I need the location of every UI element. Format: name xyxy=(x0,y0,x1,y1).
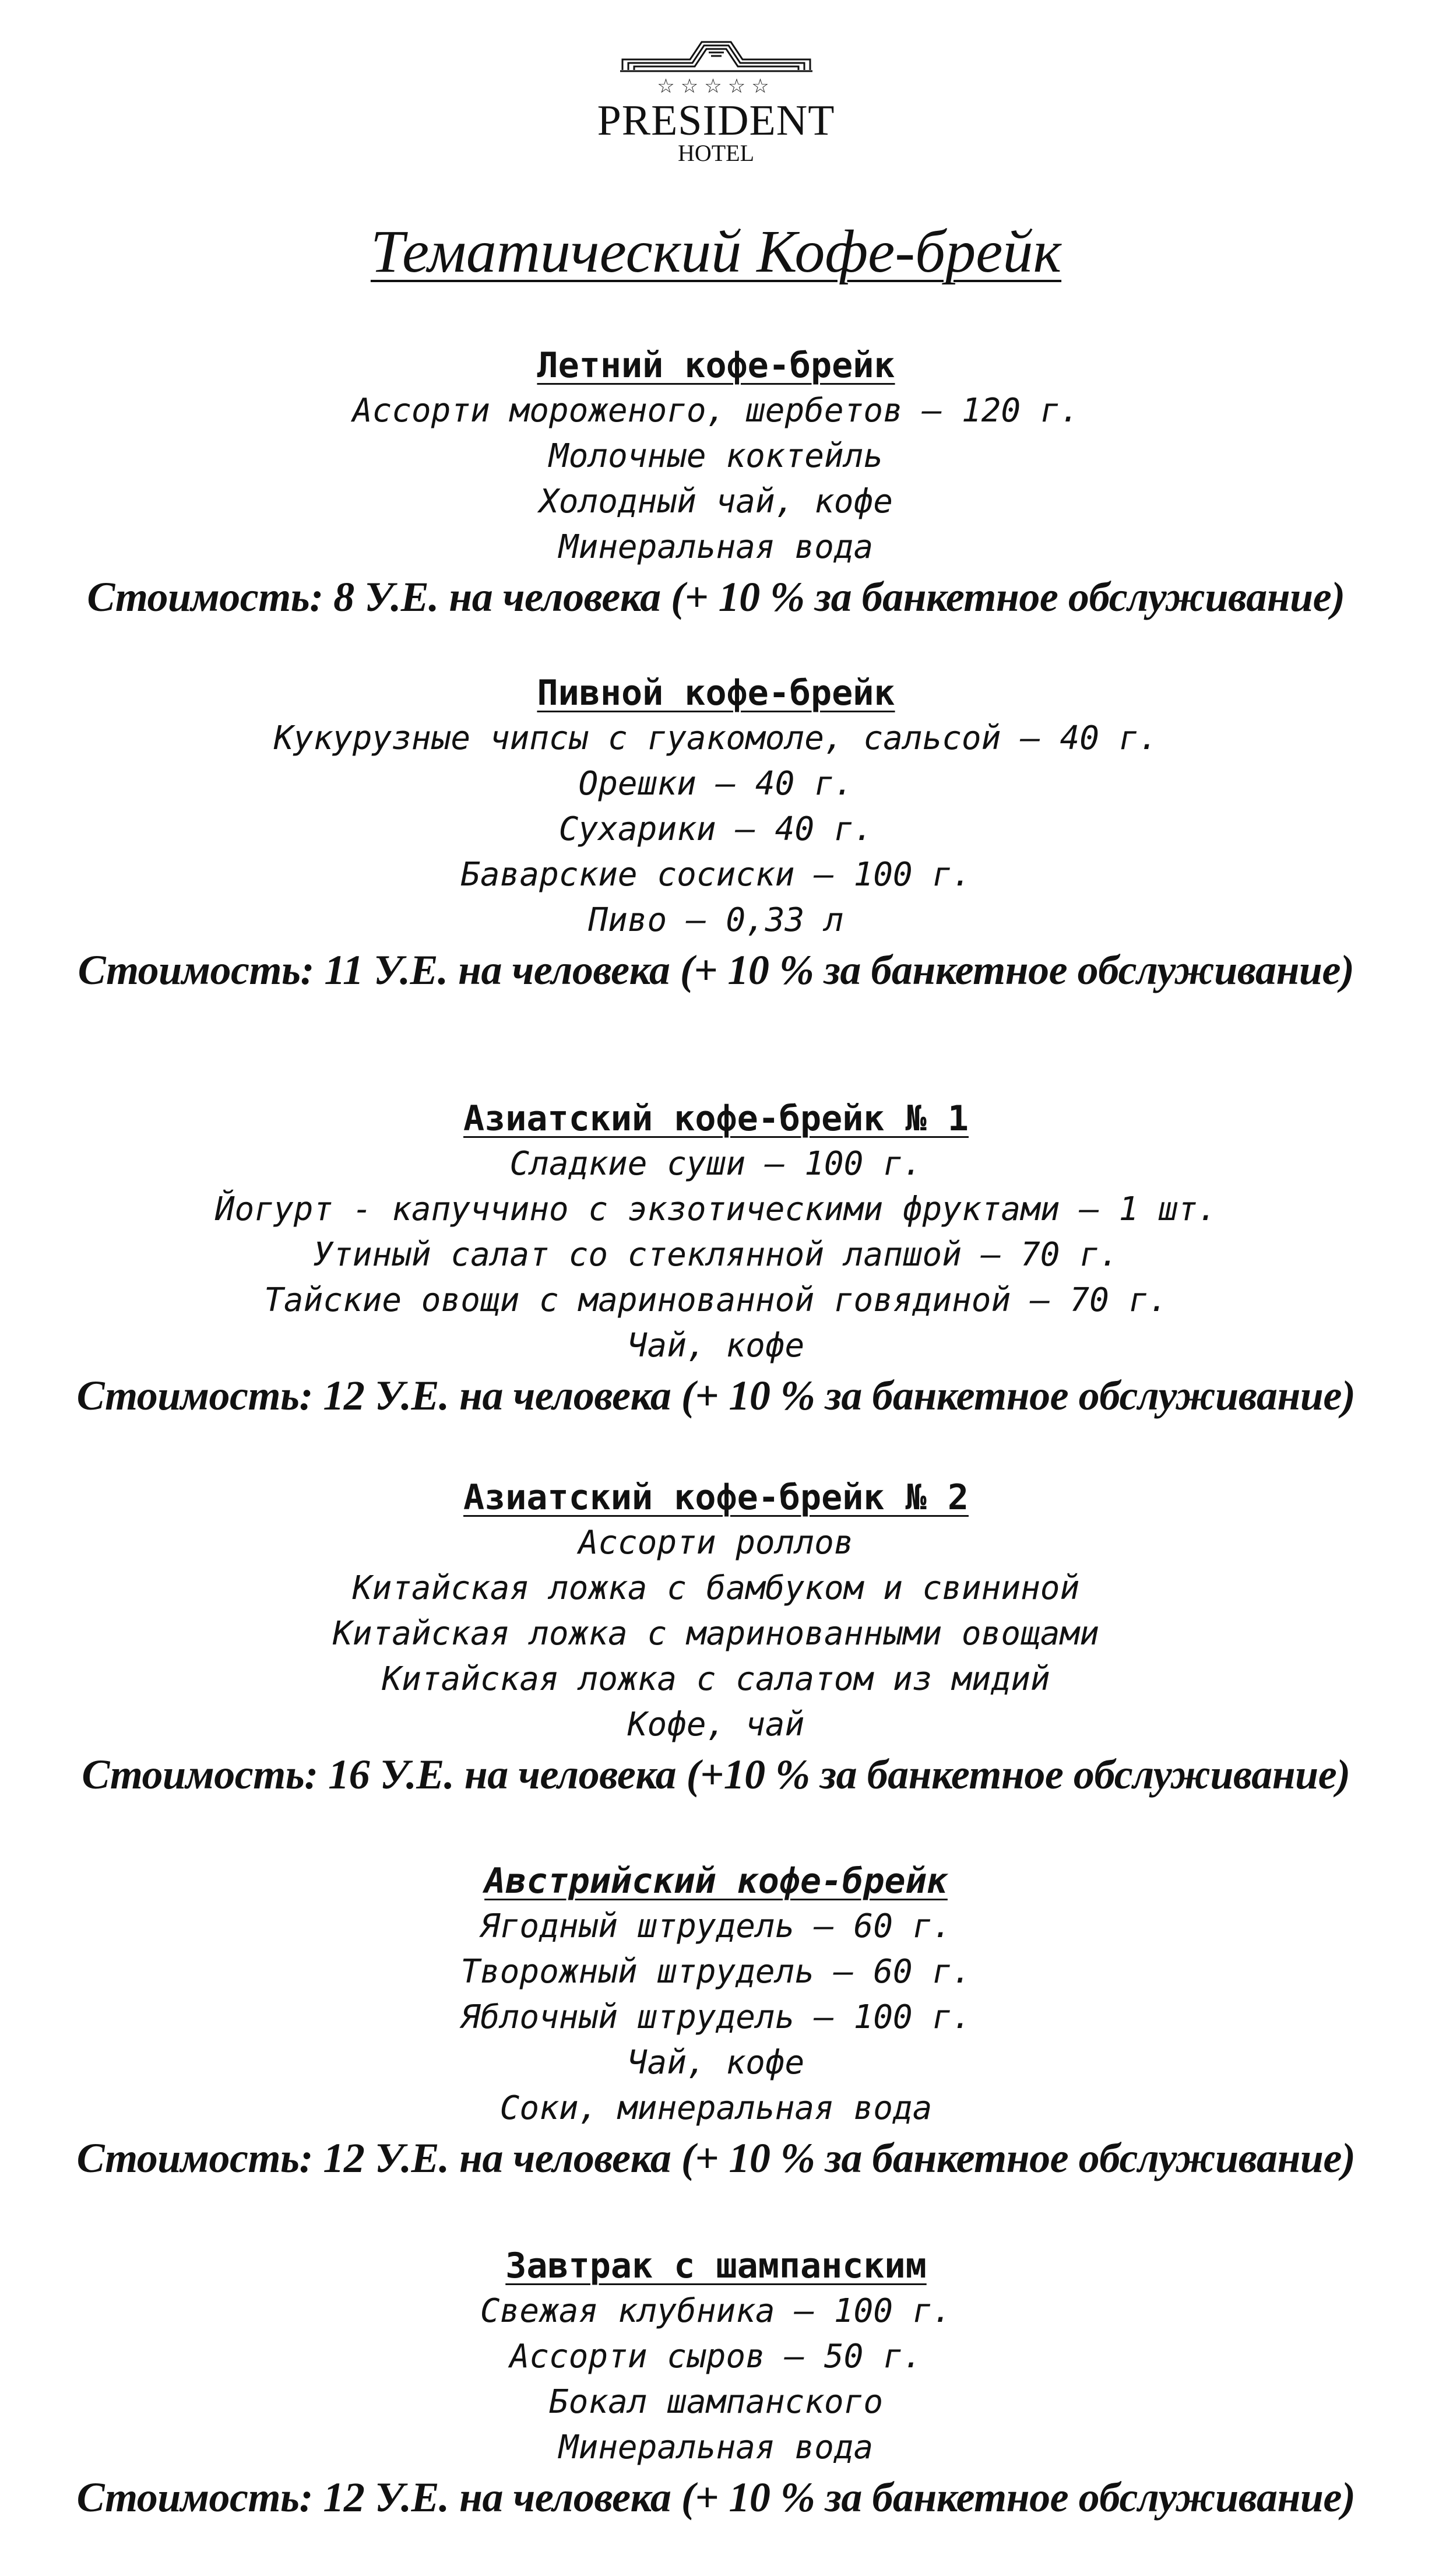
menu-item: Ассорти мороженого, шербетов – 120 г. xyxy=(352,392,1080,430)
page-title-block xyxy=(0,217,1432,287)
menu-item: Чай, кофе xyxy=(627,2044,805,2082)
menu-item: Кукурузные чипсы с гуакомоле, сальсой – 40 г. xyxy=(273,719,1159,757)
menu-item: Тайские овощи с маринованной говядиной – 70 г. xyxy=(264,1281,1168,1319)
section-price: Стоимость: 12 У.Е. на человека (+ 10 % за банкетное обслуживание) xyxy=(76,1372,1356,1419)
menu-item: Китайская ложка с бамбуком и свининой xyxy=(352,1569,1080,1607)
page-title: Тематический Кофе-брейк xyxy=(370,218,1062,285)
menu-item: Сладкие суши – 100 г. xyxy=(509,1145,923,1183)
section-title: Пивной кофе-брейк xyxy=(537,673,895,714)
menu-item: Яблочный штрудель – 100 г. xyxy=(460,1998,972,2036)
section-price: Стоимость: 16 У.Е. на человека (+10 % за банкетное обслуживание) xyxy=(82,1751,1350,1798)
menu-item: Кофе, чай xyxy=(627,1706,805,1744)
menu-item: Соки, минеральная вода xyxy=(499,2089,933,2127)
logo-name: PRESIDENT xyxy=(597,97,835,145)
menu-item: Орешки – 40 г. xyxy=(578,765,854,803)
section-title: Завтрак с шампанским xyxy=(505,2245,927,2286)
menu-item: Минеральная вода xyxy=(558,528,874,566)
menu-section-beer xyxy=(0,670,1432,997)
menu-item: Йогурт - капуччино с экзотическими фруктами – 1 шт. xyxy=(214,1190,1218,1228)
logo-subtitle: HOTEL xyxy=(677,140,755,166)
logo-stars: ☆☆☆☆☆ xyxy=(657,75,775,98)
menu-item: Чай, кофе xyxy=(627,1327,805,1365)
menu-item: Бокал шампанского xyxy=(548,2383,884,2421)
section-price: Стоимость: 11 У.Е. на человека (+ 10 % за банкетное обслуживание) xyxy=(78,947,1354,993)
section-title: Австрийский кофе-брейк xyxy=(484,1861,948,1902)
section-price: Стоимость: 12 У.Е. на человека (+ 10 % за банкетное обслуживание) xyxy=(76,2474,1356,2521)
menu-section-asian-2 xyxy=(0,1475,1432,1801)
menu-item: Баварские сосиски – 100 г. xyxy=(460,856,972,894)
logo-emblem-icon xyxy=(620,36,812,72)
section-title: Азиатский кофе-брейк № 1 xyxy=(463,1098,969,1139)
menu-section-austrian xyxy=(0,1858,1432,2185)
menu-item: Минеральная вода xyxy=(558,2429,874,2466)
menu-item: Ассорти роллов xyxy=(578,1524,854,1562)
menu-item: Утиный салат со стеклянной лапшой – 70 г. xyxy=(313,1236,1119,1274)
menu-item: Сухарики – 40 г. xyxy=(558,810,874,848)
menu-item: Свежая клубника – 100 г. xyxy=(480,2292,952,2330)
menu-section-summer xyxy=(0,343,1432,624)
section-price: Стоимость: 12 У.Е. на человека (+ 10 % за банкетное обслуживание) xyxy=(76,2135,1356,2181)
menu-item: Китайская ложка с салатом из мидий xyxy=(382,1660,1050,1698)
section-title: Летний кофе-брейк xyxy=(537,345,895,386)
hotel-logo xyxy=(0,36,1432,166)
section-title: Азиатский кофе-брейк № 2 xyxy=(463,1477,969,1518)
menu-item: Китайская ложка с маринованными овощами xyxy=(333,1615,1099,1653)
menu-item: Молочные коктейль xyxy=(548,437,884,475)
menu-item: Холодный чай, кофе xyxy=(539,483,893,521)
menu-section-asian-1 xyxy=(0,1096,1432,1422)
menu-item: Творожный штрудель – 60 г. xyxy=(460,1953,972,1991)
menu-item: Ассорти сыров – 50 г. xyxy=(509,2338,923,2375)
menu-section-champagne-breakfast xyxy=(0,2243,1432,2524)
menu-item: Пиво – 0,33 л xyxy=(588,901,844,939)
section-price: Стоимость: 8 У.Е. на человека (+ 10 % за банкетное обслуживание) xyxy=(87,574,1345,620)
menu-item: Ягодный штрудель – 60 г. xyxy=(480,1907,952,1945)
